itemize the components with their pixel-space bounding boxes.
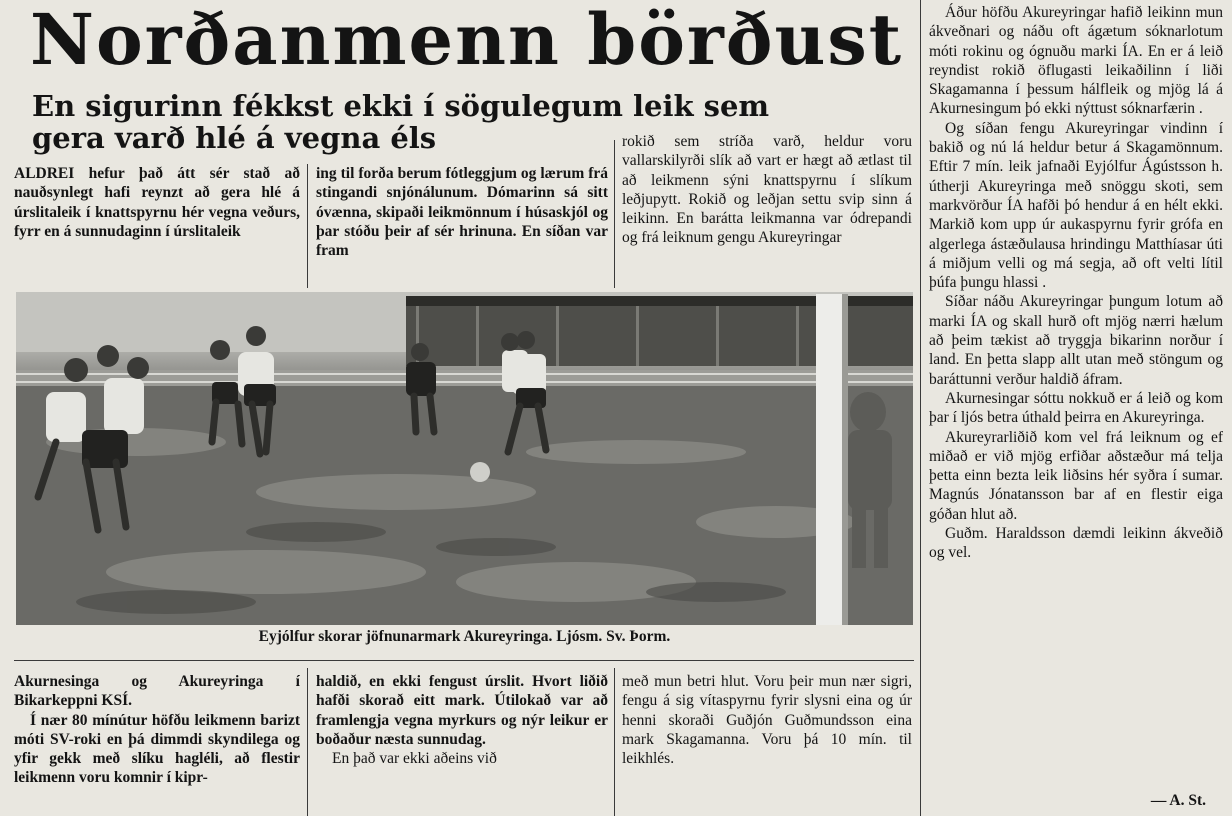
bottom-column-3-text: með mun betri hlut. Voru þeir mun nær sigri, fengu á sig vítaspyrnu fyrir slysni eina og úr henni skoraði Guðjón Guðmundsson eina mark Skagamanna. Voru þá 10 mín. til leikhlés. [622, 673, 912, 768]
bottom-column-2 [316, 672, 608, 816]
headline: Norðanmenn börðust [30, 0, 904, 81]
right-column-paragraph: Áður höfðu Akureyringar hafið leikinn mun ákveðnari og náðu oft ágætum sóknarlotum móti rokinu og ógnuðu marki ÍA. En er á leið reyndist rokið öflugasti leikaðilinn í liði Skagamanna í þessum hálfleik og mjög lá á Akurnesingum þó ekki nýttust sóknarfærin . [929, 4, 1223, 118]
column-divider [614, 668, 615, 816]
column-divider [307, 668, 308, 816]
top-column-3-text: rokið sem stríða varð, heldur voru vallarskilyrði slík að vart er hægt að ætlast til að leikmenn sýni knattspyrnu í slíkum leðjupytt. Rokið og leðjan settu svip sinn á leikinn. En barátta leikmanna var ódrepandi og frá leiknum gengu Akureyringar [622, 133, 912, 247]
column-divider [920, 0, 921, 816]
right-column-paragraph: Akureyrarliðið kom vel frá leiknum og ef miðað er við mjög erfiðar aðstæður má telja þetta einn bezta leik liðsins hér syðra í sumar. Magnús Jónatansson bar af en flestir eiga góðan hlut að. [929, 428, 1223, 523]
photo-caption: Eyjólfur skorar jöfnunarmark Akureyringa. Ljósm. Sv. Þorm. [258, 628, 671, 645]
match-photo [16, 292, 913, 625]
bottom-column-3 [622, 672, 912, 816]
author-signature: — A. St. [1150, 792, 1206, 809]
right-column-paragraph: Guðm. Haraldsson dæmdi leikinn ákveðið og vel. [929, 525, 1223, 562]
bottom-column-1 [14, 672, 300, 816]
right-column [929, 3, 1223, 791]
bottom-column-1-p2: Í nær 80 mínútur höfðu leikmenn barizt móti SV-roki en þá dimmdi skyndilega og yfir gekk með slíku hagléli, að flestir leikmenn voru komnir í kipr- [14, 711, 300, 787]
lead-word: ALDREI [14, 165, 75, 182]
right-column-paragraph: Akurnesingar sóttu nokkuð er á leið og kom þar í ljós betra úthald þeirra en Akureyringa. [929, 389, 1223, 427]
top-column-2-text: ing til forða berum fótleggjum og lærum frá stingandi snjónálunum. Dómarinn sá sitt óvænna, skipaði leikmönnum í húsaskjól og þar stóðu þeir af sér hrinuna. En síðan var fram [316, 165, 608, 260]
top-column-2 [316, 164, 608, 288]
top-column-1 [14, 164, 300, 288]
right-column-paragraph: Og síðan fengu Akureyringar vindinn í bakið og nú lá heldur betur á Skagamönnum. Eftir 7 mín. leik jafnaði Eyjólfur Ágústsson h. útherji Akureyringa með snöggu skoti, sem markvörður ÍA hafði þó hendur á en hélt ekki. Markið kom upp úr aukaspyrnu fyrir grófa en algerlega ástæðulausa hrindingu Matthíasar úti á miðjum velli og má segja, að oft velti lítil þúfa þungu hlassi . [929, 119, 1223, 292]
bottom-column-2-p1: haldið, en ekki fengust úrslit. Hvort liðið hafði skorað eitt mark. Útilokað var að framlengja vegna myrkurs og nýr leikur er boðaður næsta sunnudag. [316, 673, 608, 748]
top-column-3 [622, 132, 912, 290]
subheadline-line-2: gera varð hlé á vegna éls [32, 121, 437, 155]
subheadline-line-1: En sigurinn fékkst ekki í sögulegum leik sem [32, 89, 770, 123]
section-divider [14, 660, 914, 661]
match-photo-image [16, 292, 913, 625]
lead-paragraph: hefur það átt sér stað að nauðsynlegt hafi reynzt að gera hlé á úrslitaleik í knattspyrnu hér vegna veðurs, fyrr en á sunnudaginn í úrslitaleik [14, 165, 300, 240]
column-divider [614, 140, 615, 288]
bottom-column-2-p2: En það var ekki aðeins við [332, 750, 497, 768]
ball [470, 462, 490, 482]
column-divider [307, 164, 308, 288]
bottom-column-1-p1: Akurnesinga og Akureyringa í Bikarkeppni KSÍ. [14, 673, 300, 710]
right-column-paragraph: Síðar náðu Akureyringar þungum lotum að marki ÍA og skall hurð oft mjög nærri hælum að þeim tækist að tryggja bikarinn norður í land. En þetta slapp allt utan með stöngum og baráttunni verður haldið áfram. [929, 293, 1223, 388]
